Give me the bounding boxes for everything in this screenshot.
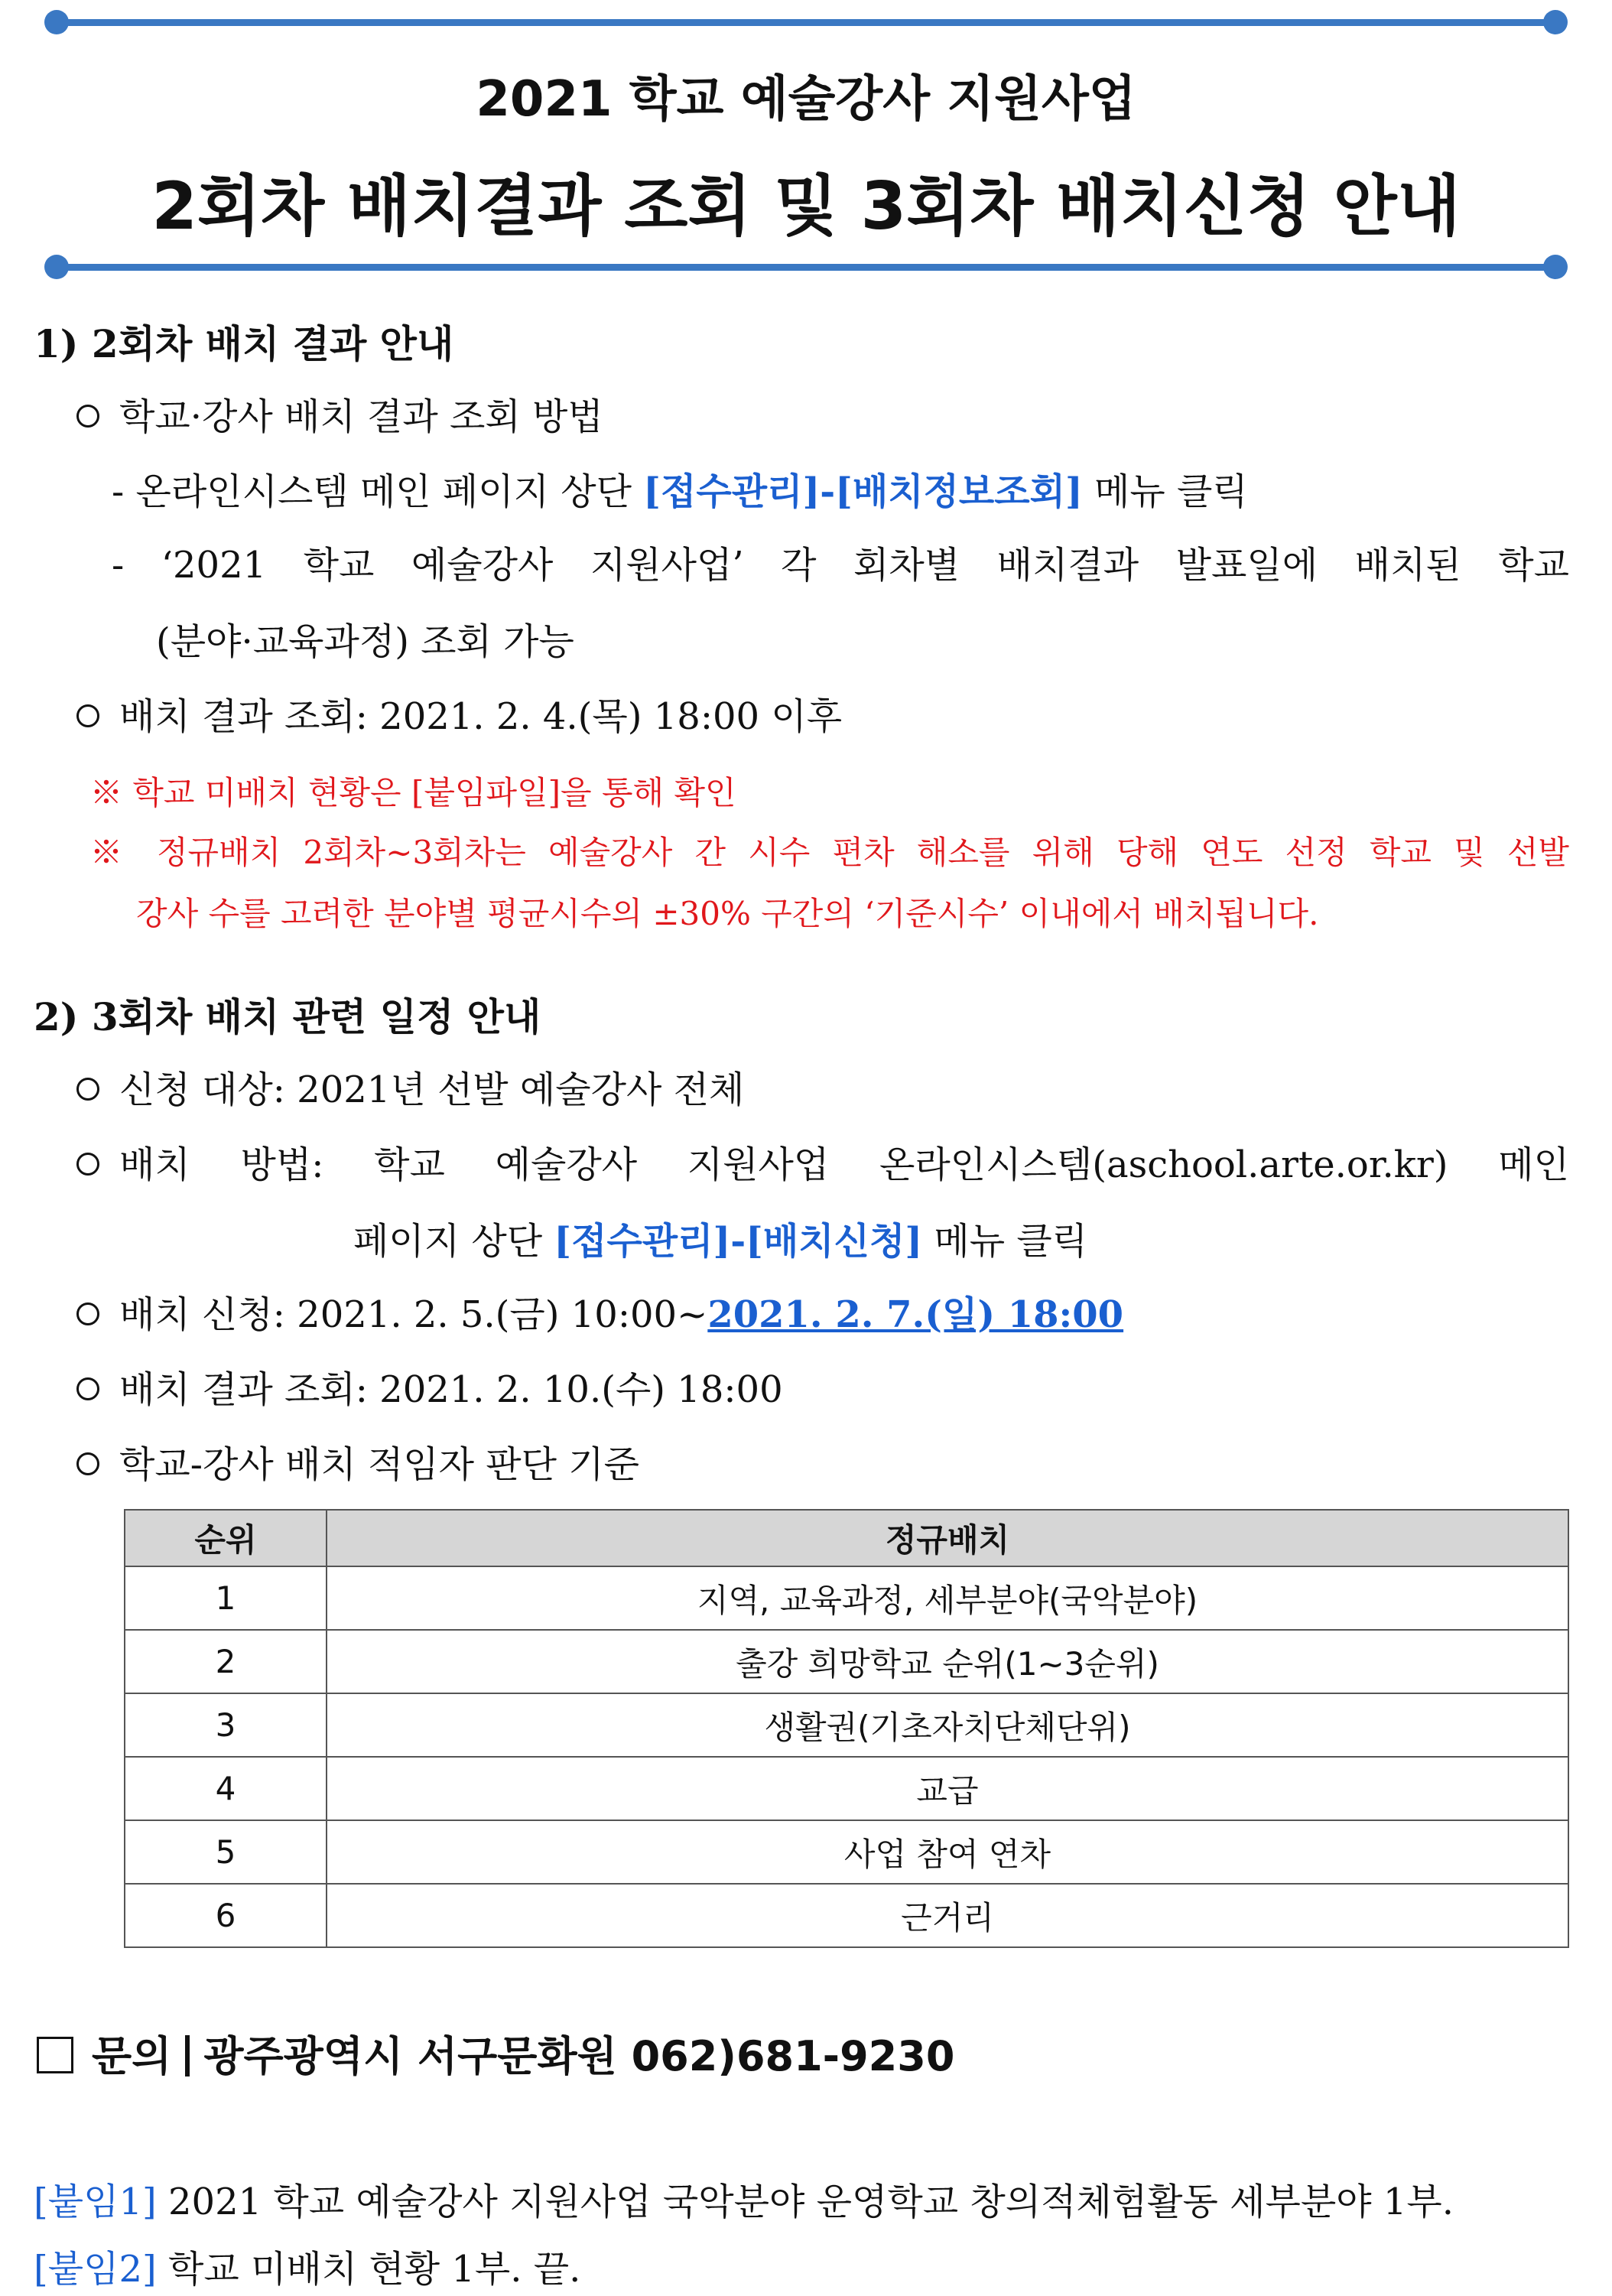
attachment-2: [붙임2] 학교 미배치 현황 1부. 끝. — [34, 2248, 581, 2291]
contact-organization: 광주광역시 서구문화원 062)681-9230 — [203, 2032, 955, 2080]
note-unassigned: ※ 학교 미배치 현황은 [붙임파일]을 통해 확인 — [90, 774, 736, 811]
section1-sub-announcement-cont: (분야·교육과정) 조회 가능 — [156, 620, 574, 663]
table-cell-rank: 5 — [125, 1820, 327, 1884]
divider-line — [63, 264, 1549, 271]
circle-bullet-icon — [76, 1302, 99, 1325]
table-cell-criterion: 근거리 — [327, 1884, 1568, 1947]
section1-sub-announcement: - ‘2021 학교 예술강사 지원사업’ 각 회차별 배치결과 발표일에 배치된 학교 — [112, 544, 1569, 587]
table-cell-rank: 3 — [125, 1693, 327, 1757]
attachment-label: [붙임2] — [34, 2248, 157, 2291]
section2-item-result-date: 배치 결과 조회: 2021. 2. 10.(수) 18:00 — [76, 1360, 783, 1413]
circle-bullet-icon — [76, 1377, 99, 1400]
table-row — [125, 1884, 1568, 1947]
section2-item-target: 신청 대상: 2021년 선발 예술강사 전체 — [76, 1060, 744, 1113]
section1-item-view-method: 학교·강사 배치 결과 조회 방법 — [76, 387, 603, 440]
note-regular-placement-cont: 강사 수를 고려한 분야별 평균시수의 ±30% 구간의 ‘기준시수’ 이내에서 배치됩니다. — [136, 895, 1319, 932]
section2-heading: 2) 3회차 배치 관련 일정 안내 — [34, 994, 541, 1039]
menu-path-placement-apply[interactable]: [접수관리]-[배치신청] — [554, 1220, 923, 1263]
table-row — [125, 1630, 1568, 1693]
table-cell-rank: 4 — [125, 1757, 327, 1820]
table-header-regular: 정규배치 — [327, 1510, 1568, 1566]
circle-bullet-icon — [76, 704, 99, 727]
divider-dot-right — [1543, 255, 1568, 279]
table-cell-criterion: 교급 — [327, 1757, 1568, 1820]
section2-item-method-cont: 페이지 상단 [접수관리]-[배치신청] 메뉴 클릭 — [353, 1220, 1088, 1263]
attachment-1: [붙임1] 2021 학교 예술강사 지원사업 국악분야 운영학교 창의적체험활동 세부분야 1부. — [34, 2181, 1454, 2223]
criteria-table — [124, 1509, 1569, 1948]
table-cell-rank: 2 — [125, 1630, 327, 1693]
table-row — [125, 1820, 1568, 1884]
apply-deadline: 2021. 2. 7.(일) 18:00 — [707, 1293, 1124, 1336]
table-cell-rank: 6 — [125, 1884, 327, 1947]
table-header-row — [125, 1510, 1568, 1566]
vertical-separator — [185, 2035, 190, 2076]
table-row — [125, 1757, 1568, 1820]
divider-line — [63, 19, 1549, 26]
section2-item-method: 배치 방법: 학교 예술강사 지원사업 온라인시스템(aschool.arte.or.kr) 메인 — [76, 1135, 1569, 1188]
section1-heading: 1) 2회차 배치 결과 안내 — [34, 321, 454, 366]
table-cell-criterion: 생활권(기초자치단체단위) — [327, 1693, 1568, 1757]
section1-sub-menu: - 온라인시스템 메인 페이지 상단 [접수관리]-[배치정보조회] 메뉴 클릭 — [112, 470, 1248, 513]
table-cell-criterion: 출강 희망학교 순위(1~3순위) — [327, 1630, 1568, 1693]
table-cell-criterion: 사업 참여 연차 — [327, 1820, 1568, 1884]
bottom-divider — [52, 262, 1560, 272]
circle-bullet-icon — [76, 405, 99, 428]
table-cell-criterion: 지역, 교육과정, 세부분야(국악분야) — [327, 1566, 1568, 1630]
circle-bullet-icon — [76, 1078, 99, 1101]
document-title: 2021 학교 예술강사 지원사업 — [476, 71, 1136, 128]
divider-dot-right — [1543, 10, 1568, 34]
section2-item-criteria: 학교-강사 배치 적임자 판단 기준 — [76, 1435, 639, 1488]
section2-item-apply-period: 배치 신청: 2021. 2. 5.(금) 10:00~2021. 2. 7.(일) 18:00 — [76, 1285, 1123, 1338]
table-cell-rank: 1 — [125, 1566, 327, 1630]
menu-path-placement-info[interactable]: [접수관리]-[배치정보조회] — [643, 470, 1083, 513]
attachment-label: [붙임1] — [34, 2181, 157, 2223]
document-subtitle: 2회차 배치결과 조회 및 3회차 배치신청 안내 — [151, 168, 1461, 245]
table-header-rank: 순위 — [125, 1510, 327, 1566]
top-divider — [52, 17, 1560, 28]
square-bullet-icon — [37, 2037, 73, 2073]
table-row — [125, 1566, 1568, 1630]
contact-info: 문의 광주광역시 서구문화원 062)681-9230 — [37, 2024, 954, 2083]
table-row — [125, 1693, 1568, 1757]
circle-bullet-icon — [76, 1153, 99, 1176]
section1-item-result-date: 배치 결과 조회: 2021. 2. 4.(목) 18:00 이후 — [76, 687, 842, 740]
circle-bullet-icon — [76, 1452, 99, 1475]
note-regular-placement: ※ 정규배치 2회차~3회차는 예술강사 간 시수 편차 해소를 위해 당해 연도 선정 학교 및 선발 — [90, 834, 1569, 871]
